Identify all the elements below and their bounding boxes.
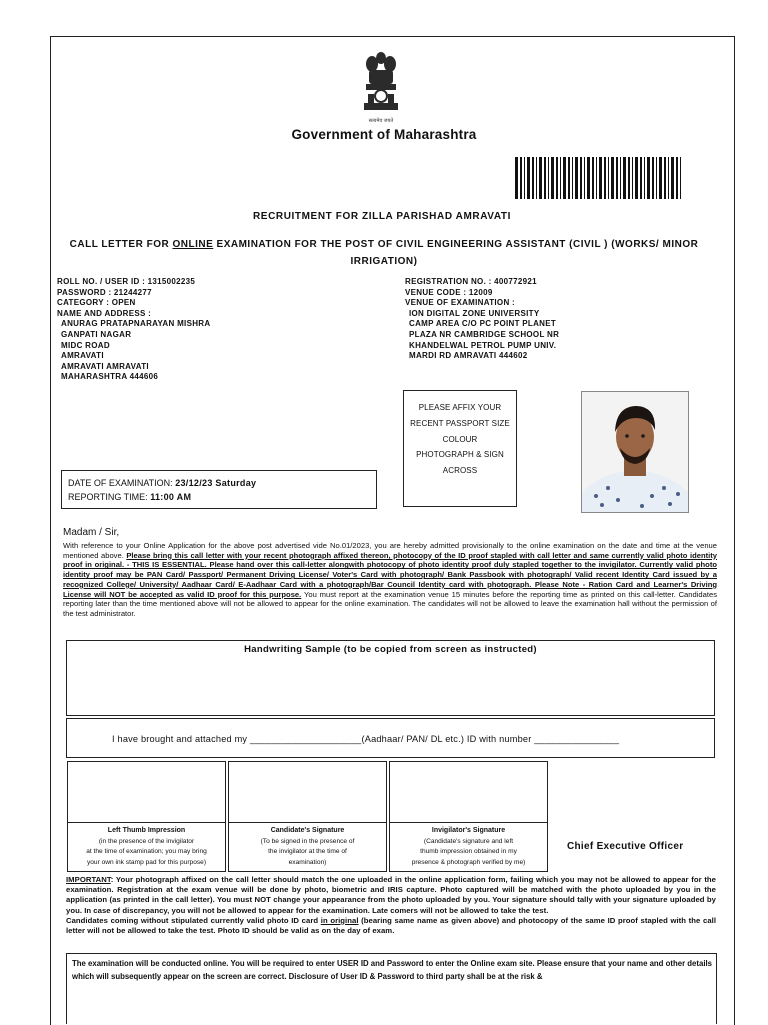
address-line: MAHARASHTRA 444606 (61, 372, 159, 382)
left-thumb-box: Left Thumb Impression (in the presence of the invigilator at the time of examination; you may bring your own ink stamp pad for this purpose) (67, 761, 226, 872)
address-line: GANPATI NAGAR (61, 329, 132, 339)
emblem-motto: सत्यमेव जयते (368, 118, 394, 124)
password: PASSWORD : 21244277 (57, 287, 152, 297)
name-address-label: NAME AND ADDRESS : (57, 308, 152, 318)
venue-line: MARDI RD AMRAVATI 444602 (409, 351, 528, 361)
affix-photo-box: PLEASE AFFIX YOUR RECENT PASSPORT SIZE COLOUR PHOTOGRAPH & SIGN ACROSS (403, 390, 517, 507)
venue-line: CAMP AREA C/O PC POINT PLANET (409, 319, 557, 329)
exam-date-label: DATE OF EXAMINATION: (68, 478, 176, 488)
important-notice: IMPORTANT: Your photograph affixed on the call letter should match the one uploaded in the online application form, failing which you may not be allowed to appear for the examination. Registration at the exam venue will be done by photo, biometric and IRIS capture. Photo captured will be matched with the photo uploaded by you in the application (as printed in the call letter). You must NOT change your appearance from the photo uploaded by you. Your signature should tally with your signature uploaded by you. In case of discrepancy, you will not be allowed to appear for the examination. Late comers will not be allowed to take the test. Candidates coming without stipulated currently valid photo ID card in original (bearing same name as given above) and photocopy of the same ID proof stapled with the call letter will not be allowed to take the test. Photo ID should be valid as on the day of exam. (66, 875, 717, 936)
sig-title: Candidate's Signature (270, 827, 345, 834)
invigilator-signature-box: Invigilator's Signature (Candidate's signature and left thumb impression obtained in my presence & photograph verified by me) (389, 761, 548, 872)
government-name: Government of Maharashtra (291, 127, 477, 142)
id-statement: I have brought and attached my _____________________(Aadhaar/ PAN/ DL etc.) ID with number ________________ (112, 734, 620, 744)
registration-number: REGISTRATION NO. : 400772921 (405, 277, 537, 286)
sig-title: Left Thumb Impression (107, 827, 186, 834)
exam-date-value: 23/12/23 Saturday (175, 478, 257, 488)
barcode-icon (515, 157, 683, 199)
registration-details (405, 277, 605, 362)
id-statement-box (66, 718, 715, 758)
exam-date-box (61, 470, 377, 509)
handwriting-title: Handwriting Sample (to be copied from screen as instructed) (244, 644, 537, 655)
state-emblem-icon (355, 50, 407, 125)
sig-title: Invigilator's Signature (431, 827, 506, 834)
candidate-photo (581, 391, 689, 513)
venue-line: KHANDELWAL PETROL PUMP UNIV. (409, 340, 557, 350)
venue-line: ION DIGITAL ZONE UNIVERSITY (409, 308, 540, 318)
address-line: AMRAVATI (61, 351, 104, 361)
venue-line: PLAZA NR CAMBRIDGE SCHOOL NR (409, 329, 560, 339)
online-exam-note: The examination will be conducted online. You will be required to enter USER ID and Password to enter the Online exam site. Please ensure that your name and other details which will subsequently appear on the screen are correct. Disclosure of User ID & Password to third party shall be at the risk & (66, 953, 717, 1024)
candidate-signature-box: Candidate's Signature (To be signed in the presence of the invigilator at the time of examination) (228, 761, 387, 872)
handwriting-sample-box (66, 640, 715, 716)
ceo-label: Chief Executive Officer (567, 841, 684, 852)
address-line: AMRAVATI AMRAVATI (61, 361, 149, 371)
roll-number: ROLL NO. / USER ID : 1315002235 (57, 277, 196, 286)
instructions-paragraph: With reference to your Online Application for the above post advertised vide No.01/2023, you are hereby admitted provisionally to the online examination on the date and time at the venue mentioned above. Please bring this call letter with your recent photograph affixed thereon, photocopy of the ID proof stapled with call letter and same currently valid photo identity proof in original. - THIS IS ESSENTIAL. Please hand over this call-letter alongwith photocopy of photo identity proof duly stapled together to the invigilator. Currently valid photo identity proof may be PAN Card/ Passport/ Permanent Driving License/ Voter's Card with photograph/ Bank Passbook with photograph/ Valid recent Identity Card issued by a recognized College/ University/ Aadhaar Card/ E-Aadhaar Card with a photograph/Bar Council Identity card with photograph. Please Note - Ration Card and Learner's Driving License will NOT be accepted as valid ID proof for this purpose. You must report at the examination venue 15 minutes before the reporting time as printed on this call-letter. Candidates reporting later than the time mentioned above will not be allowed to appear for the online examination. The candidates will not be allowed to leave the examination hall without the permission of the test administrator. (63, 541, 717, 618)
category: CATEGORY : OPEN (57, 298, 136, 308)
salutation: Madam / Sir, (63, 527, 120, 538)
venue-label: VENUE OF EXAMINATION : (405, 298, 516, 308)
address-line: ANURAG PRATAPNARAYAN MISHRA (61, 319, 211, 329)
reporting-time-label: REPORTING TIME: (68, 492, 151, 502)
venue-code: VENUE CODE : 12009 (405, 287, 493, 297)
candidate-details (57, 277, 387, 383)
call-letter-title: CALL LETTER FOR ONLINE EXAMINATION FOR THE POST OF CIVIL ENGINEERING ASSISTANT (CIVIL ) (WORKS/ MINOR IRRIGATION) (69, 239, 699, 267)
address-line: MIDC ROAD (61, 340, 110, 350)
recruitment-title: RECRUITMENT FOR ZILLA PARISHAD AMRAVATI (252, 211, 511, 222)
person-photo-icon (582, 392, 688, 512)
reporting-time-value: 11:00 AM (150, 492, 192, 502)
